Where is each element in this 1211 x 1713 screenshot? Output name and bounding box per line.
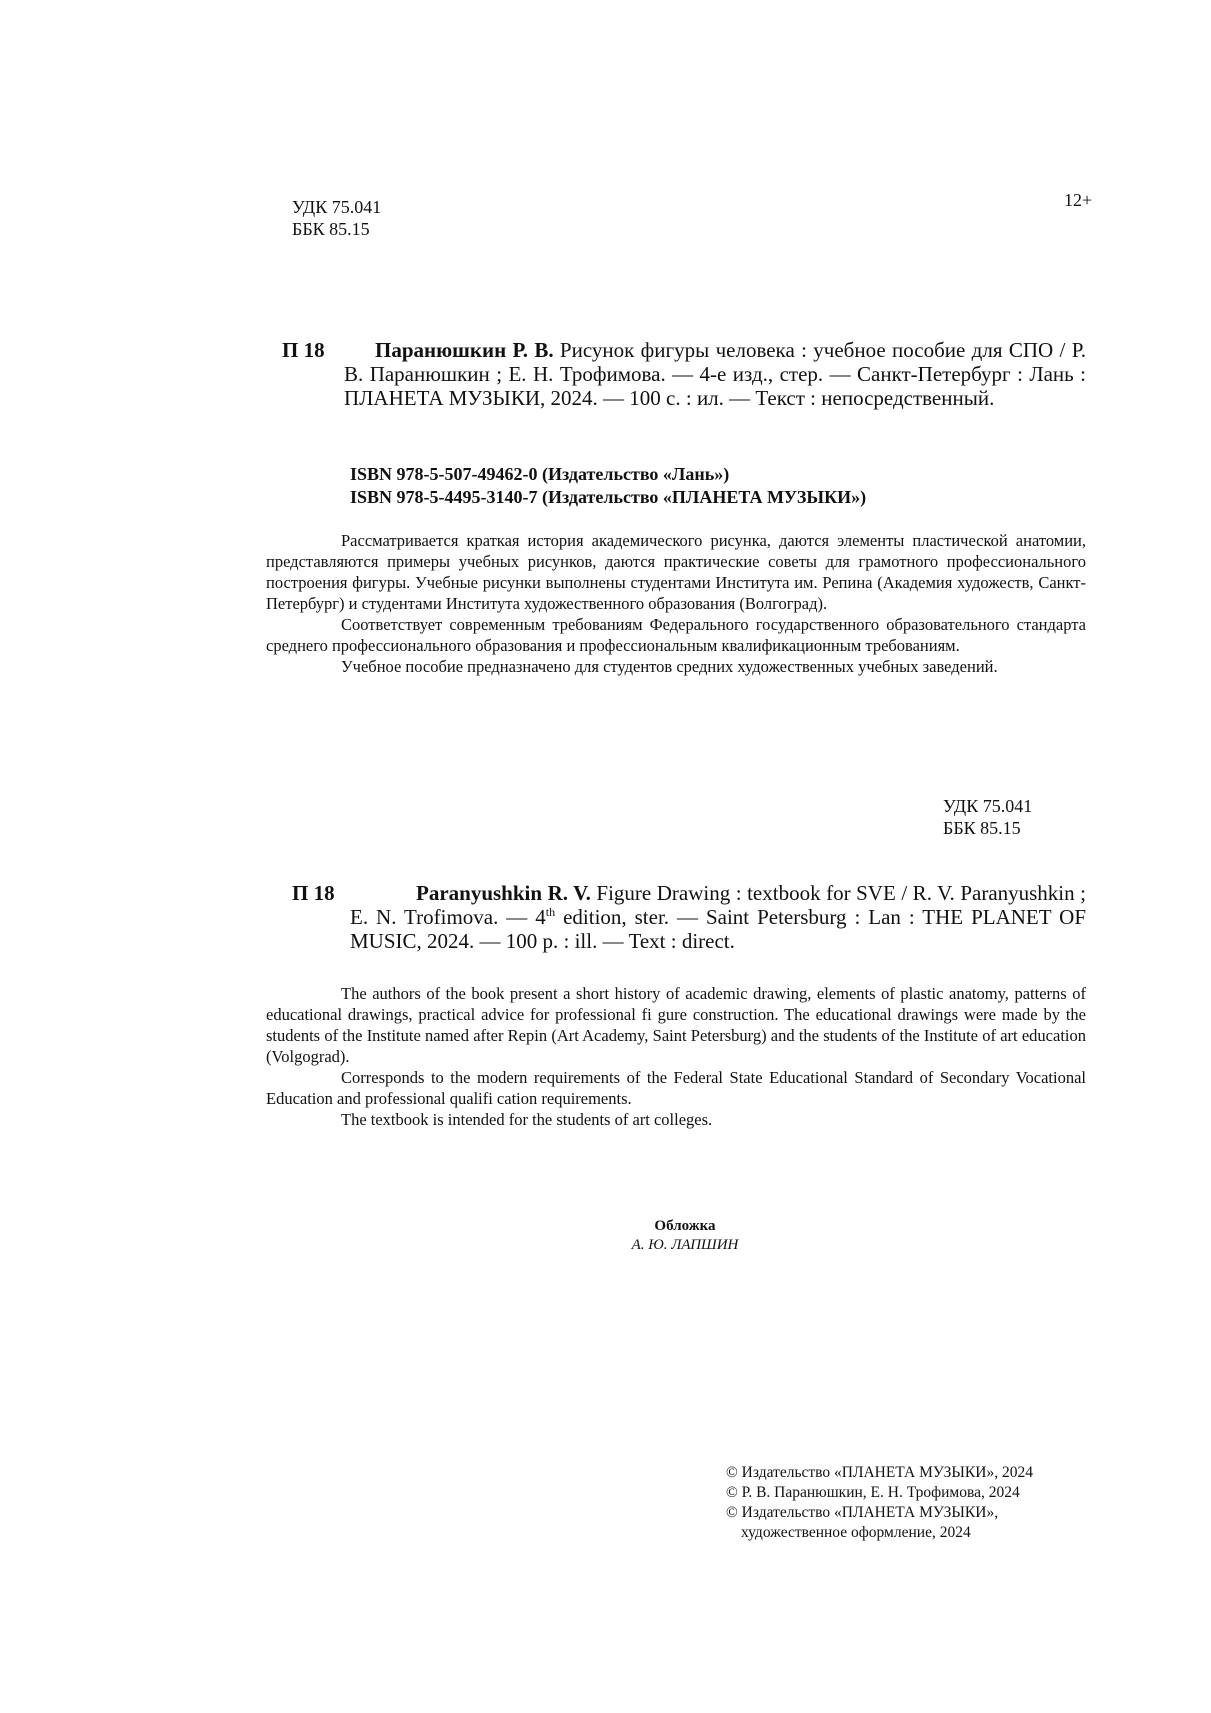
abstract-paragraph: Учебное пособие предназначено для студентов средних художественных учебных заведений. xyxy=(341,657,998,676)
abstract-ru xyxy=(266,530,1086,677)
entry-text: Рисунок фигуры человека : учебное пособие для СПО / Р. В. Паранюшкин ; Е. Н. Трофимова. — 4-е изд., стер. — Санкт-Петербург : Лань : ПЛАНЕТА МУЗЫКИ, 2024. — 100 с. : ил. — Текст : непосредственный. xyxy=(344,338,1086,410)
age-rating: 12+ xyxy=(1064,190,1093,210)
copyright-line: © Издательство «ПЛАНЕТА МУЗЫКИ», 2024 xyxy=(726,1464,1033,1481)
bibliographic-entry-en xyxy=(292,881,1086,953)
abstract-paragraph: Рассматривается краткая история академического рисунка, даются элементы пластической анатомии, представляются примеры учебных рисунков, даются практические советы для грамотного профессионального построения фигуры. Учебные рисунки выполнены студентами Института им. Репина (Академия художеств, Санкт-Петербург) и студентами Института художественного образования (Волгоград). xyxy=(266,531,1086,613)
udk-block-ru xyxy=(292,196,381,240)
udk-code: УДК 75.041 xyxy=(943,796,1033,816)
entry-code: П 18 xyxy=(292,881,335,905)
abstract-en xyxy=(266,983,1086,1130)
entry-author: Paranyushkin R. V. xyxy=(416,881,591,905)
bibliographic-entry-ru xyxy=(282,338,1086,410)
isbn-block xyxy=(350,463,866,509)
isbn-lan: ISBN 978-5-507-49462-0 (Издательство «Лань») xyxy=(350,464,730,484)
entry-author: Паранюшкин Р. В. xyxy=(375,338,554,362)
bbk-code: ББК 85.15 xyxy=(292,219,370,239)
cover-credit xyxy=(520,1217,850,1255)
udk-code: УДК 75.041 xyxy=(292,197,382,217)
abstract-paragraph: The authors of the book present a short history of academic drawing, elements of plastic anatomy, patterns of educational drawings, practical advice for professional fi gure construction. The educational drawings were made by the students of the Institute named after Repin (Art Academy, Saint Petersburg) and the students of the Institute of art education (Volgograd). xyxy=(266,984,1086,1066)
bbk-code: ББК 85.15 xyxy=(943,818,1021,838)
entry-body xyxy=(350,881,1086,953)
udk-block-en xyxy=(943,795,1032,839)
isbn-planeta: ISBN 978-5-4495-3140-7 (Издательство «ПЛАНЕТА МУЗЫКИ») xyxy=(350,487,867,507)
cover-artist: А. Ю. ЛАПШИН xyxy=(631,1237,739,1253)
abstract-paragraph: The textbook is intended for the students of art colleges. xyxy=(341,1110,713,1129)
edition-superscript: th xyxy=(545,905,556,919)
entry-code: П 18 xyxy=(282,338,325,362)
abstract-paragraph: Corresponds to the modern requirements of the Federal State Educational Standard of Secondary Vocational Education and professional qualifi cation requirements. xyxy=(266,1068,1086,1108)
copyright-line: © Издательство «ПЛАНЕТА МУЗЫКИ», xyxy=(726,1504,999,1521)
copyright-block xyxy=(726,1463,1033,1543)
copyright-line: © Р. В. Паранюшкин, Е. Н. Трофимова, 2024 xyxy=(726,1484,1020,1501)
entry-text-before: Figure Drawing : textbook for SVE / R. V. Paranyushkin ; E. N. Trofimova. — 4 xyxy=(350,881,1087,929)
entry-text-after: edition, ster. — Saint Petersburg : Lan : THE PLANET OF MUSIC, 2024. — 100 p. : ill. — Text : direct. xyxy=(350,905,1086,953)
entry-body xyxy=(344,338,1086,410)
cover-label: Обложка xyxy=(654,1218,716,1234)
copyright-line: художественное оформление, 2024 xyxy=(741,1524,971,1541)
abstract-paragraph: Соответствует современным требованиям Федерального государственного образовательного стандарта среднего профессионального образования и профессиональным квалификационным требованиям. xyxy=(266,615,1086,655)
